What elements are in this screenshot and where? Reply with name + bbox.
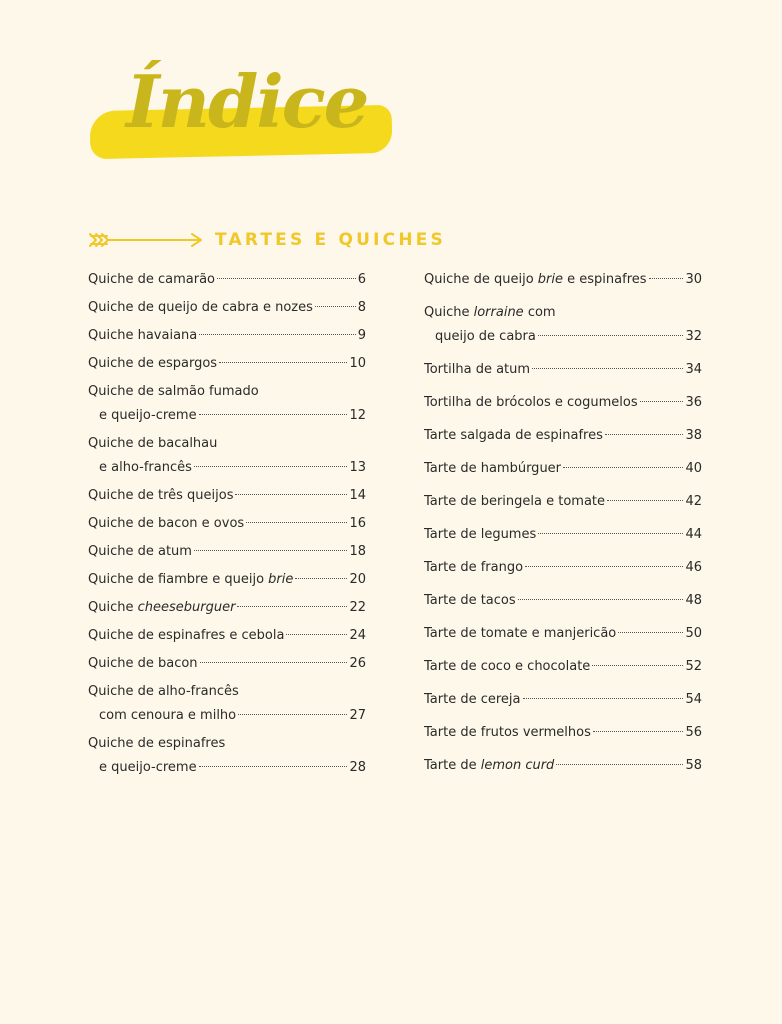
toc-entry-text: Quiche xyxy=(88,600,138,615)
page-number: 46 xyxy=(685,560,702,575)
toc-entry-text: Quiche de espinafres xyxy=(88,736,226,751)
dot-leader xyxy=(219,362,347,363)
page-number: 26 xyxy=(349,656,366,671)
toc-entry-row xyxy=(424,490,702,514)
toc-entry-text: Quiche de bacon xyxy=(88,656,198,671)
page-number: 38 xyxy=(685,428,702,443)
toc-entry-label xyxy=(88,596,235,620)
toc-entry-text: Quiche de fiambre e queijo xyxy=(88,572,269,587)
toc-entry-row xyxy=(88,652,366,676)
toc-entry-text: Quiche de camarão xyxy=(88,272,215,287)
dot-leader xyxy=(640,401,684,402)
toc-entry-text: e queijo-creme xyxy=(99,760,197,775)
page-number: 48 xyxy=(685,593,702,608)
dot-leader xyxy=(518,599,684,600)
page-number: 28 xyxy=(349,760,366,775)
dot-leader xyxy=(217,278,356,279)
dot-leader xyxy=(295,578,347,579)
toc-entry-text: Quiche xyxy=(424,305,474,320)
toc-entry-text: Tarte de hambúrguer xyxy=(424,461,562,476)
page-title-block xyxy=(86,60,396,170)
toc-entry-text: Tarte de tomate e manjericão xyxy=(424,626,617,641)
toc-entry-text: com xyxy=(523,305,556,320)
toc-entry-italic: lorraine xyxy=(473,305,524,320)
toc-entry-label xyxy=(424,589,516,613)
toc-entry-label xyxy=(424,688,521,712)
toc-entry-text: Quiche de espargos xyxy=(88,356,218,371)
toc-entry-label xyxy=(424,754,554,778)
toc-entry-italic: brie xyxy=(537,272,564,287)
toc-entry-row xyxy=(424,622,702,646)
toc-entry[interactable] xyxy=(424,721,702,745)
toc-entry-row xyxy=(424,268,702,292)
toc-entry[interactable] xyxy=(424,457,702,481)
page-number: 36 xyxy=(685,395,702,410)
page-number: 20 xyxy=(349,572,366,587)
toc-entry-text: Quiche de atum xyxy=(88,544,192,559)
toc-entry-label xyxy=(88,484,233,508)
toc-entry[interactable] xyxy=(88,568,366,592)
page-number: 10 xyxy=(349,356,366,371)
toc-entry-text: Quiche de alho-francês xyxy=(88,684,239,699)
toc-entry-text: Quiche de queijo xyxy=(424,272,538,287)
page-number: 40 xyxy=(685,461,702,476)
dot-leader xyxy=(246,522,347,523)
page-number: 56 xyxy=(685,725,702,740)
toc-entry-text: com cenoura e milho xyxy=(99,708,237,723)
dot-leader xyxy=(199,766,348,767)
dot-leader xyxy=(237,606,347,607)
toc-entry-row xyxy=(424,655,702,679)
toc-entry-row xyxy=(88,324,366,348)
toc-entry-label xyxy=(88,324,197,348)
toc-entry[interactable] xyxy=(424,301,702,349)
toc-entry-row xyxy=(424,325,702,349)
page-number: 27 xyxy=(349,708,366,723)
toc-entry-row xyxy=(88,268,366,292)
page-number: 8 xyxy=(357,300,366,315)
page-number: 54 xyxy=(685,692,702,707)
toc-entry-row xyxy=(424,523,702,547)
page-number: 34 xyxy=(685,362,702,377)
dot-leader xyxy=(315,306,356,307)
toc-entry-text: Quiche de queijo de cabra e nozes xyxy=(88,300,313,315)
toc-entry-title-line xyxy=(88,380,366,404)
toc-entry[interactable] xyxy=(88,596,366,620)
dot-leader xyxy=(605,434,684,435)
page-number: 58 xyxy=(685,758,702,773)
toc-entry-label xyxy=(88,540,192,564)
toc-column-right xyxy=(424,268,702,787)
toc-entry-row xyxy=(88,756,366,780)
toc-entry-text: Quiche de bacalhau xyxy=(88,436,218,451)
page-number: 24 xyxy=(349,628,366,643)
toc-entry-italic: lemon curd xyxy=(480,758,555,773)
toc-entry[interactable] xyxy=(88,380,366,428)
toc-entry[interactable] xyxy=(424,268,702,292)
toc-entry-label xyxy=(99,704,236,728)
dot-leader xyxy=(538,533,683,534)
dot-leader xyxy=(593,731,684,732)
toc-entry[interactable] xyxy=(424,556,702,580)
toc-entry[interactable] xyxy=(424,655,702,679)
toc-entry-row xyxy=(88,352,366,376)
dot-leader xyxy=(238,714,347,715)
toc-entry-label xyxy=(88,296,313,320)
toc-entry[interactable] xyxy=(424,622,702,646)
toc-entry[interactable] xyxy=(88,324,366,348)
toc-entry[interactable] xyxy=(88,352,366,376)
toc-entry[interactable] xyxy=(424,754,702,778)
toc-entry-label xyxy=(424,721,591,745)
dot-leader xyxy=(592,665,683,666)
toc-entry-text: Quiche de salmão fumado xyxy=(88,384,259,399)
toc-entry-italic: brie xyxy=(268,572,294,587)
section-title: TARTES E QUICHES xyxy=(215,230,447,250)
dot-leader xyxy=(286,634,347,635)
toc-entry-row xyxy=(88,404,366,428)
dot-leader xyxy=(199,334,355,335)
toc-entry-row xyxy=(424,754,702,778)
page-number: 12 xyxy=(349,408,366,423)
toc-entry-label xyxy=(424,358,530,382)
section-header xyxy=(88,228,508,252)
toc-entry-row xyxy=(88,568,366,592)
dot-leader xyxy=(538,335,684,336)
toc-entry-text: Tortilha de brócolos e cogumelos xyxy=(424,395,638,410)
toc-entry-text: Tarte de frango xyxy=(424,560,524,575)
toc-entry-row xyxy=(424,556,702,580)
toc-entry-label xyxy=(424,523,536,547)
page-number: 18 xyxy=(349,544,366,559)
toc-entry-row xyxy=(88,456,366,480)
toc-entry-text: e alho-francês xyxy=(99,460,192,475)
toc-entry-row xyxy=(424,391,702,415)
toc-entry-label xyxy=(88,268,215,292)
dot-leader xyxy=(199,414,348,415)
toc-entry-row xyxy=(424,721,702,745)
toc-entry-row xyxy=(88,596,366,620)
toc-column-left xyxy=(88,268,366,784)
toc-entry-row xyxy=(424,589,702,613)
toc-entry-label xyxy=(424,268,647,292)
toc-entry-row xyxy=(88,704,366,728)
toc-entry-text: Tarte de cereja xyxy=(424,692,521,707)
page-number: 52 xyxy=(685,659,702,674)
toc-entry[interactable] xyxy=(424,589,702,613)
toc-entry-row xyxy=(88,512,366,536)
page-number: 30 xyxy=(685,272,702,287)
toc-entry-text: Quiche de bacon e ovos xyxy=(88,516,245,531)
page-number: 32 xyxy=(685,329,702,344)
dot-leader xyxy=(200,662,348,663)
toc-entry[interactable] xyxy=(88,484,366,508)
toc-entry-label xyxy=(424,556,523,580)
toc-entry[interactable] xyxy=(88,624,366,648)
toc-entry-text: Tarte de legumes xyxy=(424,527,537,542)
toc-entry-row xyxy=(424,358,702,382)
dot-leader xyxy=(649,278,684,279)
toc-entry-text: e queijo-creme xyxy=(99,408,197,423)
dot-leader xyxy=(618,632,683,633)
toc-entry[interactable] xyxy=(424,358,702,382)
toc-entry-row xyxy=(88,540,366,564)
dot-leader xyxy=(525,566,683,567)
toc-entry-title-line xyxy=(88,680,366,704)
dot-leader xyxy=(563,467,683,468)
toc-entry-label xyxy=(99,404,197,428)
toc-entry-text: Tortilha de atum xyxy=(424,362,531,377)
toc-entry-row xyxy=(88,484,366,508)
toc-entry-label xyxy=(424,490,605,514)
toc-entry[interactable] xyxy=(424,688,702,712)
toc-entry[interactable] xyxy=(88,432,366,480)
toc-entry-title-line xyxy=(88,732,366,756)
toc-entry-label xyxy=(88,352,217,376)
toc-entry[interactable] xyxy=(88,732,366,780)
toc-entry-text: Quiche de espinafres e cebola xyxy=(88,628,285,643)
toc-entry-title-line xyxy=(88,432,366,456)
toc-entry-label xyxy=(424,655,590,679)
toc-entry[interactable] xyxy=(424,391,702,415)
page-number: 6 xyxy=(357,272,366,287)
toc-entry-row xyxy=(424,424,702,448)
toc-entry-row xyxy=(424,457,702,481)
toc-entry[interactable] xyxy=(88,512,366,536)
dot-leader xyxy=(235,494,347,495)
dot-leader xyxy=(532,368,683,369)
toc-entry-text: Tarte de tacos xyxy=(424,593,516,608)
page-title: Índice xyxy=(126,59,368,144)
toc-entry-label xyxy=(424,457,561,481)
toc-entry-text: Tarte de coco e chocolate xyxy=(424,659,591,674)
page-number: 16 xyxy=(349,516,366,531)
page-number: 22 xyxy=(349,600,366,615)
toc-entry-text: Tarte salgada de espinafres xyxy=(424,428,603,443)
toc-entry-label xyxy=(99,756,197,780)
dot-leader xyxy=(194,466,348,467)
toc-entry-label xyxy=(424,424,603,448)
toc-entry-text: Quiche de três queijos xyxy=(88,488,234,503)
dot-leader xyxy=(523,698,684,699)
page-number: 50 xyxy=(685,626,702,641)
toc-entry-italic: cheeseburguer xyxy=(137,600,236,615)
page-number: 13 xyxy=(349,460,366,475)
toc-entry[interactable] xyxy=(88,296,366,320)
toc-entry-label xyxy=(424,391,638,415)
toc-entry-label xyxy=(99,456,192,480)
arrow-icon xyxy=(88,230,206,250)
page-number: 42 xyxy=(685,494,702,509)
toc-entry-row xyxy=(88,624,366,648)
toc-entry-label xyxy=(435,325,536,349)
toc-entry-label xyxy=(88,624,284,648)
toc-entry-label xyxy=(88,568,293,592)
page-number: 9 xyxy=(357,328,366,343)
toc-entry-row xyxy=(88,296,366,320)
page-number: 44 xyxy=(685,527,702,542)
page-number: 14 xyxy=(349,488,366,503)
dot-leader xyxy=(194,550,348,551)
toc-entry[interactable] xyxy=(88,652,366,676)
toc-entry-text: Tarte de beringela e tomate xyxy=(424,494,606,509)
dot-leader xyxy=(556,764,683,765)
toc-entry[interactable] xyxy=(424,523,702,547)
toc-entry[interactable] xyxy=(88,268,366,292)
toc-entry[interactable] xyxy=(424,424,702,448)
toc-entry-label xyxy=(424,622,616,646)
toc-entry-text: Tarte de xyxy=(424,758,481,773)
toc-entry-text: Tarte de frutos vermelhos xyxy=(424,725,591,740)
toc-entry[interactable] xyxy=(424,490,702,514)
toc-entry[interactable] xyxy=(88,680,366,728)
toc-entry-title-line xyxy=(424,301,702,325)
toc-entry-text: e espinafres xyxy=(563,272,647,287)
toc-entry-row xyxy=(424,688,702,712)
toc-entry-label xyxy=(88,512,244,536)
toc-entry-text: queijo de cabra xyxy=(435,329,536,344)
toc-entry-text: Quiche havaiana xyxy=(88,328,198,343)
dot-leader xyxy=(607,500,683,501)
toc-entry-label xyxy=(88,652,198,676)
toc-entry[interactable] xyxy=(88,540,366,564)
